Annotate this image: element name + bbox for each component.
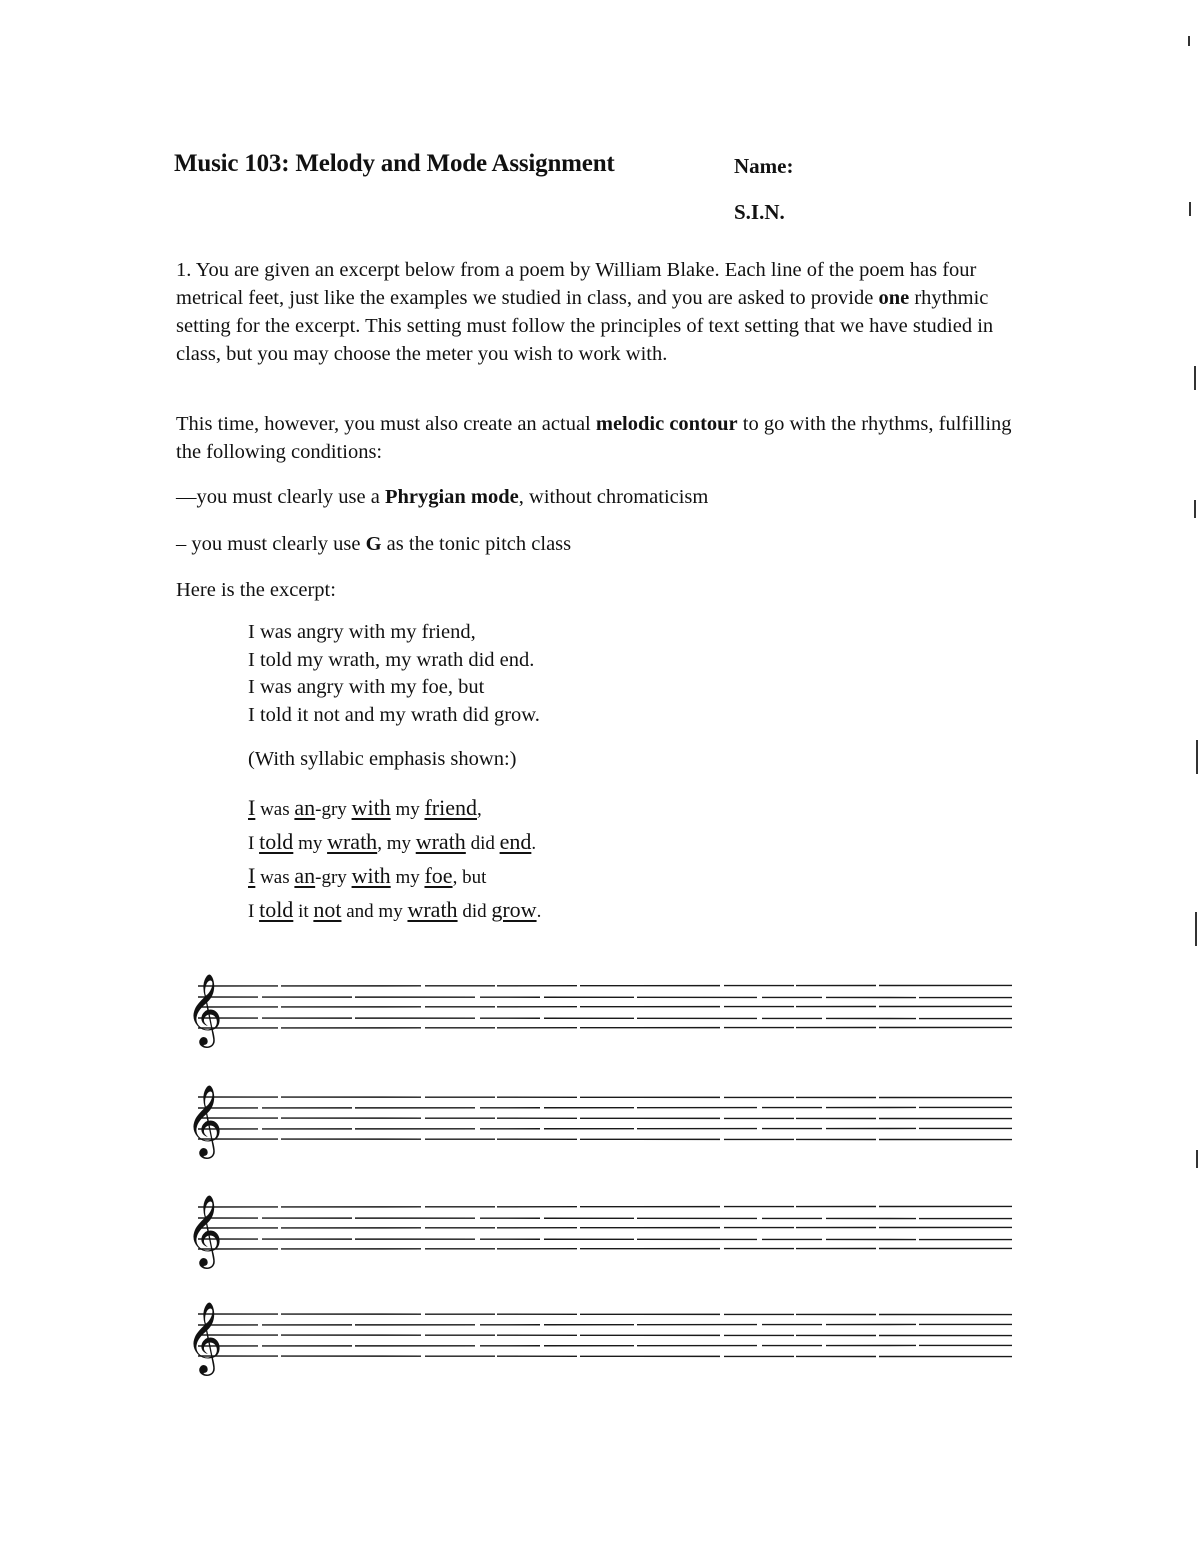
staff-line: [198, 1356, 1012, 1357]
staff-line: [198, 1027, 1012, 1028]
stressed-syllable: an: [294, 795, 316, 820]
unstressed-text: did: [457, 901, 492, 922]
unstressed-text: I: [248, 901, 260, 922]
treble-clef-icon: 𝄞: [186, 1083, 223, 1156]
staff-lines: [186, 1083, 1016, 1183]
scan-mark: [1189, 202, 1191, 216]
unstressed-text: did: [465, 833, 500, 854]
stressed-syllable: an: [294, 863, 316, 888]
condition-1: —you must clearly use a Phrygian mode, without chromaticism: [176, 486, 709, 508]
music-staff-2: [186, 1083, 1016, 1183]
stressed-syllable: wrath: [327, 829, 378, 854]
unstressed-text: I: [248, 833, 260, 854]
staff-line: [198, 1324, 1012, 1325]
stressed-syllable: told: [259, 897, 294, 922]
music-staff-3: [186, 1193, 1016, 1293]
stressed-syllable: friend: [424, 795, 477, 820]
unstressed-text: it: [293, 901, 314, 922]
unstressed-text: my: [293, 833, 328, 854]
stressed-syllable: grow: [491, 897, 537, 922]
unstressed-text: , but: [452, 867, 487, 888]
unstressed-text: my: [390, 799, 425, 820]
unstressed-text: and my: [341, 901, 408, 922]
staff-lines: [186, 1193, 1016, 1293]
staff-lines: [186, 1300, 1016, 1400]
stressed-syllable: wrath: [407, 897, 458, 922]
scan-mark: [1194, 500, 1196, 518]
condition-2: – you must clearly use G as the tonic pitch class: [176, 533, 572, 555]
unstressed-text: my: [390, 867, 425, 888]
poem-line: I was angry with my foe, but: [248, 676, 485, 698]
unstressed-text: , my: [377, 833, 416, 854]
music-staff-1: [186, 972, 1016, 1072]
treble-clef-icon: 𝄞: [186, 1300, 223, 1373]
stressed-syllable: with: [351, 863, 391, 888]
stressed-syllable: I: [248, 863, 256, 888]
poem-line: I was angry with my friend,: [248, 621, 476, 643]
excerpt-intro: Here is the excerpt:: [176, 579, 336, 601]
poem-with-emphasis: [248, 792, 541, 928]
sin-label: S.I.N.: [734, 200, 785, 224]
emphasis-phrygian-mode: Phrygian mode: [384, 486, 519, 508]
staff-line: [198, 1118, 1012, 1119]
poem-excerpt: [248, 619, 540, 729]
staff-line: [198, 1139, 1012, 1140]
emphasized-line: [248, 826, 541, 860]
staff-line: [198, 1239, 1012, 1240]
staff-line: [198, 1227, 1012, 1228]
poem-line: I told it not and my wrath did grow.: [248, 703, 540, 726]
emphasized-line: [248, 894, 541, 928]
staff-line: [198, 1218, 1012, 1219]
staff-line: [198, 985, 1012, 986]
staff-lines: [186, 972, 1016, 1072]
staff-line: [198, 997, 1012, 998]
staff-line: [198, 1107, 1012, 1108]
staff-line: [198, 1018, 1012, 1019]
emphasized-line: [248, 792, 541, 826]
page-title: Music 103: Melody and Mode Assignment: [174, 150, 615, 177]
scan-mark: [1194, 366, 1196, 390]
unstressed-text: was: [255, 867, 295, 888]
unstressed-text: -gry: [315, 799, 352, 820]
stressed-syllable: not: [313, 897, 342, 922]
music-staff-4: [186, 1300, 1016, 1400]
unstressed-text: was: [255, 799, 295, 820]
question-paragraph-1: 1. You are given an excerpt below from a poem by William Blake. Each line of the poem has four metrical feet, just like the examples we studied in class, and you are asked to provide one rhythmic setting for the excerpt. This setting must follow the principles of text setting that we have studied in class, but you may choose the meter you wish to work with.: [176, 259, 994, 365]
stressed-syllable: I: [248, 795, 256, 820]
question-paragraph-2: This time, however, you must also create an actual melodic contour to go with the rhythms, fulfilling the following conditions:: [176, 413, 1012, 463]
unstressed-text: .: [536, 901, 542, 922]
treble-clef-icon: 𝄞: [186, 1193, 223, 1266]
emphasis-note: (With syllabic emphasis shown:): [248, 748, 517, 770]
staff-line: [198, 1314, 1012, 1315]
staff-line: [198, 1345, 1012, 1346]
staff-line: [198, 1128, 1012, 1129]
scan-mark: [1188, 36, 1190, 46]
staff-line: [198, 1006, 1012, 1007]
emphasis-melodic-contour: melodic contour: [595, 413, 738, 435]
scan-mark: [1195, 912, 1197, 946]
staff-line: [198, 1335, 1012, 1336]
unstressed-text: .: [531, 833, 537, 854]
emphasis-one: one: [878, 287, 910, 309]
staff-line: [198, 1097, 1012, 1098]
scan-mark: [1196, 1150, 1198, 1168]
stressed-syllable: wrath: [415, 829, 466, 854]
name-label: Name:: [734, 154, 794, 178]
stressed-syllable: end: [499, 829, 532, 854]
stressed-syllable: told: [259, 829, 294, 854]
stressed-syllable: foe: [424, 863, 453, 888]
emphasized-line: [248, 860, 541, 894]
emphasis-tonic-g: G: [365, 533, 382, 555]
staff-line: [198, 1248, 1012, 1249]
scan-mark: [1196, 740, 1198, 774]
poem-line: I told my wrath, my wrath did end.: [248, 648, 535, 671]
unstressed-text: -gry: [315, 867, 352, 888]
unstressed-text: ,: [477, 799, 482, 820]
staff-line: [198, 1206, 1012, 1207]
stressed-syllable: with: [351, 795, 391, 820]
treble-clef-icon: 𝄞: [186, 972, 223, 1045]
